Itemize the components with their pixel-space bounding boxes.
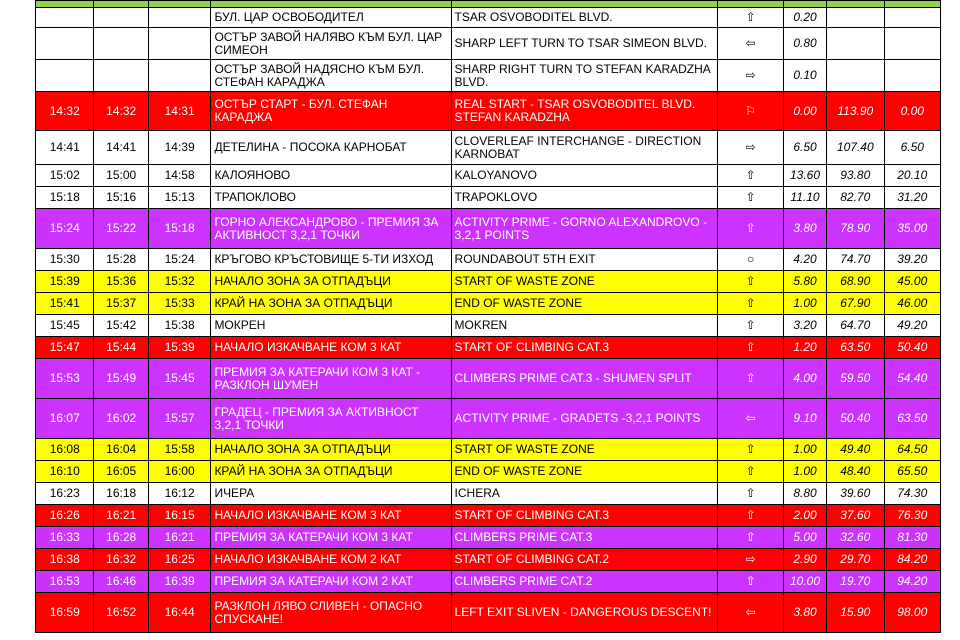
location-en-cell: TSAR OSVOBODITEL BLVD. [451,8,718,28]
remaining-distance-cell: 68.90 [827,271,884,293]
time-fast-cell: 15:45 [36,315,94,337]
location-bg-cell: НАЧАЛО ЗОНА ЗА ОТПАДЪЦИ [211,271,451,293]
time-medium-cell: 16:32 [94,549,148,571]
remaining-distance-cell: 64.70 [827,315,884,337]
time-fast-cell: 15:18 [36,187,94,209]
table-row [36,505,941,527]
table-row [36,187,941,209]
direction-icon: ⇨ [718,549,784,571]
covered-distance-cell: 63.50 [884,399,941,439]
direction-icon: ⇧ [718,359,784,399]
time-medium-cell: 15:28 [94,249,148,271]
location-en-cell: END OF WASTE ZONE [451,293,718,315]
covered-distance-cell [884,28,941,60]
route-schedule-table [35,0,941,633]
remaining-distance-cell: 113.90 [827,92,884,131]
time-slow-cell: 15:33 [148,293,211,315]
time-medium-cell: 15:49 [94,359,148,399]
time-slow-cell: 15:24 [148,249,211,271]
time-fast-cell: 16:10 [36,461,94,483]
direction-icon: ⇧ [718,439,784,461]
table-row [36,549,941,571]
location-bg-cell: ГОРНО АЛЕКСАНДРОВО - ПРЕМИЯ ЗА АКТИВНОСТ 3,2,1 ТОЧКИ [211,209,451,249]
time-slow-cell: 15:32 [148,271,211,293]
direction-icon: ⇧ [718,165,784,187]
location-en-cell: KALOYANOVO [451,165,718,187]
remaining-distance-cell: 82.70 [827,187,884,209]
segment-distance-cell: 1.00 [783,439,826,461]
time-slow-cell: 16:39 [148,571,211,593]
table-row [36,527,941,549]
segment-distance-cell: 2.90 [783,549,826,571]
segment-distance-cell: 4.00 [783,359,826,399]
segment-distance-cell: 1.00 [783,461,826,483]
direction-icon: ⇨ [718,131,784,165]
table-row [36,483,941,505]
covered-distance-cell: 98.00 [884,593,941,633]
time-slow-cell: 14:58 [148,165,211,187]
covered-distance-cell: 74.30 [884,483,941,505]
table-row [36,209,941,249]
remaining-distance-cell [827,1,884,8]
location-en-cell: START OF WASTE ZONE [451,271,718,293]
time-fast-cell [36,60,94,92]
covered-distance-cell: 35.00 [884,209,941,249]
table-row [36,293,941,315]
time-medium-cell: 16:02 [94,399,148,439]
segment-distance-cell: 0.80 [783,28,826,60]
remaining-distance-cell: 93.80 [827,165,884,187]
location-bg-cell: ГРАДЕЦ - ПРЕМИЯ ЗА АКТИВНОСТ 3,2,1 ТОЧКИ [211,399,451,439]
time-medium-cell: 15:36 [94,271,148,293]
covered-distance-cell: 49.20 [884,315,941,337]
location-en-cell: CLIMBERS PRIME CAT.3 - SHUMEN SPLIT [451,359,718,399]
time-slow-cell [148,60,211,92]
location-en-cell: CLIMBERS PRIME CAT.2 [451,571,718,593]
time-fast-cell: 15:24 [36,209,94,249]
covered-distance-cell: 50.40 [884,337,941,359]
time-slow-cell: 15:58 [148,439,211,461]
time-medium-cell: 16:04 [94,439,148,461]
time-fast-cell: 15:30 [36,249,94,271]
table-row [36,60,941,92]
direction-icon: ⇧ [718,187,784,209]
remaining-distance-cell [827,60,884,92]
direction-icon: ⇧ [718,571,784,593]
covered-distance-cell: 81.30 [884,527,941,549]
location-en-cell: CLOVERLEAF INTERCHANGE - DIRECTION KARNOBAT [451,131,718,165]
table-row [36,461,941,483]
time-fast-cell: 16:59 [36,593,94,633]
location-en-cell [451,1,718,8]
segment-distance-cell: 5.00 [783,527,826,549]
location-bg-cell: РАЗКЛОН ЛЯВО СЛИВЕН - ОПАСНО СПУСКАНЕ! [211,593,451,633]
location-en-cell: TRAPOKLOVO [451,187,718,209]
remaining-distance-cell: 32.60 [827,527,884,549]
time-fast-cell: 16:53 [36,571,94,593]
segment-distance-cell: 2.00 [783,505,826,527]
remaining-distance-cell: 29.70 [827,549,884,571]
location-en-cell: SHARP RIGHT TURN TO STEFAN KARADZHA BLVD. [451,60,718,92]
time-fast-cell [36,28,94,60]
location-en-cell: ICHERA [451,483,718,505]
segment-distance-cell: 0.20 [783,8,826,28]
location-en-cell: LEFT EXIT SLIVEN - DANGEROUS DESCENT! [451,593,718,633]
time-medium-cell [94,1,148,8]
table-row [36,439,941,461]
time-slow-cell [148,28,211,60]
location-en-cell: ACTIVITY PRIME - GRADETS -3,2,1 POINTS [451,399,718,439]
time-slow-cell: 15:38 [148,315,211,337]
time-slow-cell: 14:31 [148,92,211,131]
table-row [36,1,941,8]
covered-distance-cell: 76.30 [884,505,941,527]
direction-icon: ⇧ [718,505,784,527]
time-slow-cell: 16:12 [148,483,211,505]
table-row [36,359,941,399]
covered-distance-cell: 45.00 [884,271,941,293]
remaining-distance-cell: 59.50 [827,359,884,399]
time-slow-cell: 16:44 [148,593,211,633]
time-slow-cell [148,8,211,28]
time-medium-cell [94,8,148,28]
direction-icon: ⇧ [718,337,784,359]
time-slow-cell: 15:18 [148,209,211,249]
time-medium-cell: 14:41 [94,131,148,165]
direction-icon: ⇦ [718,28,784,60]
covered-distance-cell: 94.20 [884,571,941,593]
location-bg-cell: МОКРЕН [211,315,451,337]
remaining-distance-cell [827,8,884,28]
location-bg-cell: ТРАПОКЛОВО [211,187,451,209]
covered-distance-cell: 64.50 [884,439,941,461]
time-medium-cell: 16:46 [94,571,148,593]
remaining-distance-cell: 15.90 [827,593,884,633]
location-en-cell: ROUNDABOUT 5TH EXIT [451,249,718,271]
time-fast-cell: 16:23 [36,483,94,505]
time-fast-cell: 15:39 [36,271,94,293]
time-fast-cell: 15:53 [36,359,94,399]
location-bg-cell: ОСТЪР ЗАВОЙ НАЛЯВО КЪМ БУЛ. ЦАР СИМЕОН [211,28,451,60]
location-en-cell: CLIMBERS PRIME CAT.3 [451,527,718,549]
time-medium-cell: 16:21 [94,505,148,527]
time-slow-cell [148,1,211,8]
time-fast-cell: 14:41 [36,131,94,165]
time-fast-cell: 16:08 [36,439,94,461]
covered-distance-cell: 54.40 [884,359,941,399]
covered-distance-cell: 31.20 [884,187,941,209]
time-fast-cell: 15:02 [36,165,94,187]
remaining-distance-cell: 67.90 [827,293,884,315]
covered-distance-cell [884,60,941,92]
location-bg-cell: НАЧАЛО ИЗКАЧВАНЕ КОМ 3 КАТ [211,337,451,359]
time-medium-cell: 16:52 [94,593,148,633]
location-bg-cell: ОСТЪР СТАРТ - БУЛ. СТЕФАН КАРАДЖА [211,92,451,131]
time-slow-cell: 15:45 [148,359,211,399]
table-row [36,571,941,593]
segment-distance-cell: 1.00 [783,293,826,315]
direction-icon: ⇦ [718,593,784,633]
remaining-distance-cell: 39.60 [827,483,884,505]
segment-distance-cell: 3.80 [783,593,826,633]
remaining-distance-cell: 19.70 [827,571,884,593]
location-bg-cell: НАЧАЛО ЗОНА ЗА ОТПАДЪЦИ [211,439,451,461]
covered-distance-cell: 84.20 [884,549,941,571]
time-slow-cell: 15:39 [148,337,211,359]
time-medium-cell [94,28,148,60]
remaining-distance-cell: 48.40 [827,461,884,483]
location-bg-cell [211,1,451,8]
covered-distance-cell: 20.10 [884,165,941,187]
segment-distance-cell: 0.00 [783,92,826,131]
time-fast-cell: 16:26 [36,505,94,527]
table-row [36,399,941,439]
segment-distance-cell: 4.20 [783,249,826,271]
segment-distance-cell: 3.80 [783,209,826,249]
time-slow-cell: 16:15 [148,505,211,527]
table-row [36,315,941,337]
covered-distance-cell [884,8,941,28]
remaining-distance-cell: 107.40 [827,131,884,165]
time-fast-cell: 16:07 [36,399,94,439]
direction-icon: ⇧ [718,527,784,549]
direction-icon: ⇧ [718,8,784,28]
time-fast-cell: 16:33 [36,527,94,549]
table-row [36,337,941,359]
time-medium-cell: 16:05 [94,461,148,483]
time-fast-cell: 14:32 [36,92,94,131]
time-medium-cell: 15:42 [94,315,148,337]
location-bg-cell: КАЛОЯНОВО [211,165,451,187]
location-en-cell: MOKREN [451,315,718,337]
segment-distance-cell: 11.10 [783,187,826,209]
segment-distance-cell: 1.20 [783,337,826,359]
direction-icon: ⇧ [718,315,784,337]
location-bg-cell: ДЕТЕЛИНА - ПОСОКА КАРНОБАТ [211,131,451,165]
remaining-distance-cell: 37.60 [827,505,884,527]
time-fast-cell: 16:38 [36,549,94,571]
table-row [36,271,941,293]
direction-icon: ⇧ [718,461,784,483]
remaining-distance-cell: 74.70 [827,249,884,271]
time-medium-cell: 15:22 [94,209,148,249]
remaining-distance-cell: 63.50 [827,337,884,359]
location-bg-cell: КРАЙ НА ЗОНА ЗА ОТПАДЪЦИ [211,293,451,315]
table-row [36,131,941,165]
remaining-distance-cell: 50.40 [827,399,884,439]
table-row [36,28,941,60]
time-slow-cell: 15:13 [148,187,211,209]
direction-icon: ⇧ [718,293,784,315]
time-slow-cell: 15:57 [148,399,211,439]
table-row [36,92,941,131]
location-en-cell: START OF CLIMBING CAT.3 [451,505,718,527]
location-bg-cell: ПРЕМИЯ ЗА КАТЕРАЧИ КОМ 3 КАТ [211,527,451,549]
segment-distance-cell [783,1,826,8]
segment-distance-cell: 0.10 [783,60,826,92]
location-bg-cell: ИЧЕРА [211,483,451,505]
location-en-cell: START OF CLIMBING CAT.3 [451,337,718,359]
segment-distance-cell: 5.80 [783,271,826,293]
direction-icon: ⇧ [718,483,784,505]
location-en-cell: REAL START - TSAR OSVOBODITEL BLVD. STEFAN KARADZHA [451,92,718,131]
time-fast-cell: 15:41 [36,293,94,315]
location-bg-cell: НАЧАЛО ИЗКАЧВАНЕ КОМ 2 КАТ [211,549,451,571]
time-fast-cell [36,1,94,8]
location-en-cell: SHARP LEFT TURN TO TSAR SIMEON BLVD. [451,28,718,60]
location-bg-cell: ПРЕМИЯ ЗА КАТЕРАЧИ КОМ 2 КАТ [211,571,451,593]
direction-icon: ⇧ [718,271,784,293]
remaining-distance-cell: 78.90 [827,209,884,249]
remaining-distance-cell [827,28,884,60]
covered-distance-cell: 6.50 [884,131,941,165]
location-en-cell: ACTIVITY PRIME - GORNO ALEXANDROVO - 3,2,1 POINTS [451,209,718,249]
covered-distance-cell [884,1,941,8]
table-row [36,249,941,271]
time-slow-cell: 16:25 [148,549,211,571]
time-medium-cell: 15:00 [94,165,148,187]
segment-distance-cell: 3.20 [783,315,826,337]
covered-distance-cell: 39.20 [884,249,941,271]
segment-distance-cell: 13.60 [783,165,826,187]
covered-distance-cell: 65.50 [884,461,941,483]
time-fast-cell [36,8,94,28]
time-slow-cell: 14:39 [148,131,211,165]
direction-icon: ⇨ [718,60,784,92]
time-medium-cell: 16:18 [94,483,148,505]
table-row [36,165,941,187]
remaining-distance-cell: 49.40 [827,439,884,461]
time-medium-cell: 15:16 [94,187,148,209]
direction-icon [718,1,784,8]
table-row [36,8,941,28]
covered-distance-cell: 46.00 [884,293,941,315]
time-slow-cell: 16:21 [148,527,211,549]
segment-distance-cell: 8.80 [783,483,826,505]
direction-icon: ⇦ [718,399,784,439]
segment-distance-cell: 6.50 [783,131,826,165]
location-bg-cell: КРАЙ НА ЗОНА ЗА ОТПАДЪЦИ [211,461,451,483]
time-medium-cell: 15:44 [94,337,148,359]
table-row [36,593,941,633]
time-medium-cell: 16:28 [94,527,148,549]
time-fast-cell: 15:47 [36,337,94,359]
location-bg-cell: НАЧАЛО ИЗКАЧВАНЕ КОМ 3 КАТ [211,505,451,527]
covered-distance-cell: 0.00 [884,92,941,131]
location-bg-cell: ПРЕМИЯ ЗА КАТЕРАЧИ КОМ 3 КАТ - РАЗКЛОН ШУМЕН [211,359,451,399]
time-medium-cell: 14:32 [94,92,148,131]
time-medium-cell: 15:37 [94,293,148,315]
location-bg-cell: КРЪГОВО КРЪСТОВИЩЕ 5-ТИ ИЗХОД [211,249,451,271]
location-en-cell: START OF WASTE ZONE [451,439,718,461]
segment-distance-cell: 9.10 [783,399,826,439]
location-bg-cell: ОСТЪР ЗАВОЙ НАДЯСНО КЪМ БУЛ. СТЕФАН КАРАДЖА [211,60,451,92]
segment-distance-cell: 10.00 [783,571,826,593]
location-bg-cell: БУЛ. ЦАР ОСВОБОДИТЕЛ [211,8,451,28]
location-en-cell: END OF WASTE ZONE [451,461,718,483]
time-medium-cell [94,60,148,92]
location-en-cell: START OF CLIMBING CAT.2 [451,549,718,571]
direction-icon: ⚐ [718,92,784,131]
time-slow-cell: 16:00 [148,461,211,483]
direction-icon: ⇧ [718,209,784,249]
direction-icon: ○ [718,249,784,271]
